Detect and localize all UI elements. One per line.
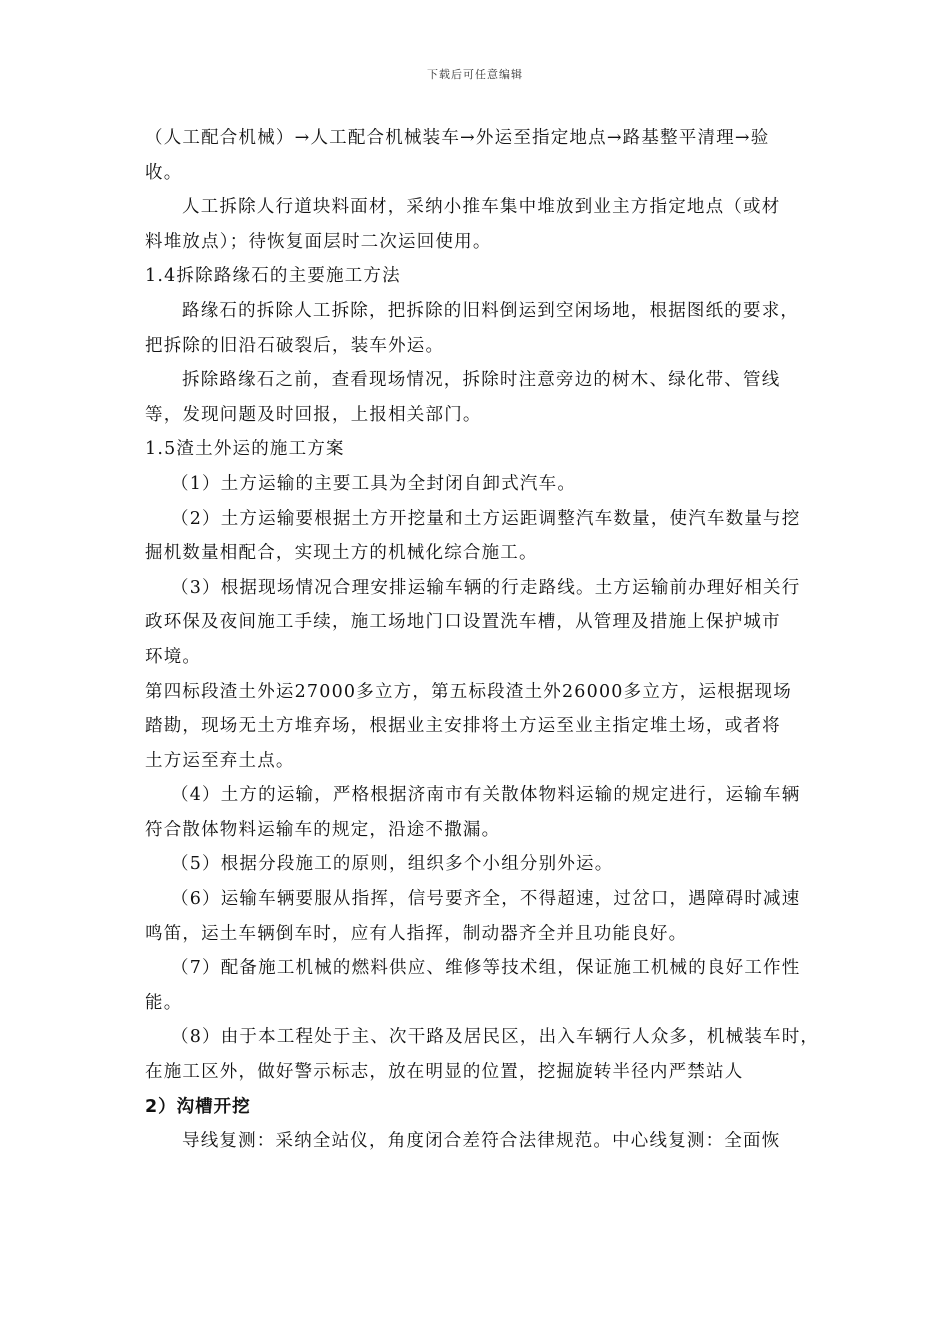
text-line: 鸣笛，运土车辆倒车时，应有人指挥，制动器齐全并且功能良好。: [145, 923, 688, 944]
text-line: 政环保及夜间施工手续，施工场地门口设置洗车槽，从管理及措施上保护城市: [145, 612, 781, 633]
text-line: 路缘石的拆除人工拆除，把拆除的旧料倒运到空闲场地，根据图纸的要求，: [182, 300, 800, 321]
text-line: 踏勘，现场无土方堆弃场，根据业主安排将土方运至业主指定堆土场，或者将: [145, 716, 781, 737]
text-line: 第四标段渣土外运27000多立方，第五标段渣土外26000多立方，运根据现场: [145, 681, 792, 702]
text-line: （人工配合机械）→人工配合机械装车→外运至指定地点→路基整平清理→验: [145, 128, 770, 148]
list-item: （4）土方的运输，严格根据济南市有关散体物料运输的规定进行，运输车辆: [171, 785, 801, 806]
page-header: 下载后可任意编辑: [427, 68, 523, 81]
text-line: 人工拆除人行道块料面材，采纳小推车集中堆放到业主方指定地点（或材: [182, 197, 781, 218]
text-line: 能。: [145, 992, 183, 1013]
section-heading: 2）沟槽开挖: [145, 1096, 251, 1117]
list-item: （5）根据分段施工的原则，组织多个小组分别外运。: [171, 854, 614, 875]
text-line: 环境。: [145, 646, 202, 667]
text-line: 符合散体物料运输车的规定，沿途不撒漏。: [145, 819, 501, 840]
section-heading: 1.4拆除路缘石的主要施工方法: [145, 266, 401, 287]
section-heading: 1.5渣土外运的施工方案: [145, 439, 345, 460]
text-line: 掘机数量相配合，实现土方的机械化综合施工。: [145, 543, 538, 564]
text-line: 土方运至弃土点。: [145, 750, 295, 771]
list-item: （1）土方运输的主要工具为全封闭自卸式汽车。: [171, 473, 577, 494]
text-line: 拆除路缘石之前，查看现场情况，拆除时注意旁边的树木、绿化带、管线: [182, 370, 781, 391]
text-line: 在施工区外，做好警示标志，放在明显的位置，挖掘旋转半径内严禁站人: [145, 1062, 744, 1083]
list-item: （7）配备施工机械的燃料供应、维修等技术组，保证施工机械的良好工作性: [171, 958, 801, 979]
text-line: 把拆除的旧沿石破裂后，装车外运。: [145, 335, 445, 356]
list-item: （6）运输车辆要服从指挥，信号要齐全，不得超速，过岔口，遇障碍时减速: [171, 889, 801, 910]
text-line: 导线复测：采纳全站仪，角度闭合差符合法律规范。中心线复测：全面恢: [182, 1131, 781, 1152]
document-body: [145, 121, 820, 1159]
text-line: 等，发现问题及时回报，上报相关部门。: [145, 404, 482, 425]
text-line: 料堆放点）；待恢复面层时二次运回使用。: [145, 231, 492, 252]
list-item: （8）由于本工程处于主、次干路及居民区，出入车辆行人众多，机械装车时，: [171, 1027, 820, 1048]
text-line: 收。: [145, 162, 183, 183]
list-item: （2）土方运输要根据土方开挖量和土方运距调整汽车数量，使汽车数量与挖: [171, 508, 801, 529]
list-item: （3）根据现场情况合理安排运输车辆的行走路线。土方运输前办理好相关行: [171, 577, 801, 598]
